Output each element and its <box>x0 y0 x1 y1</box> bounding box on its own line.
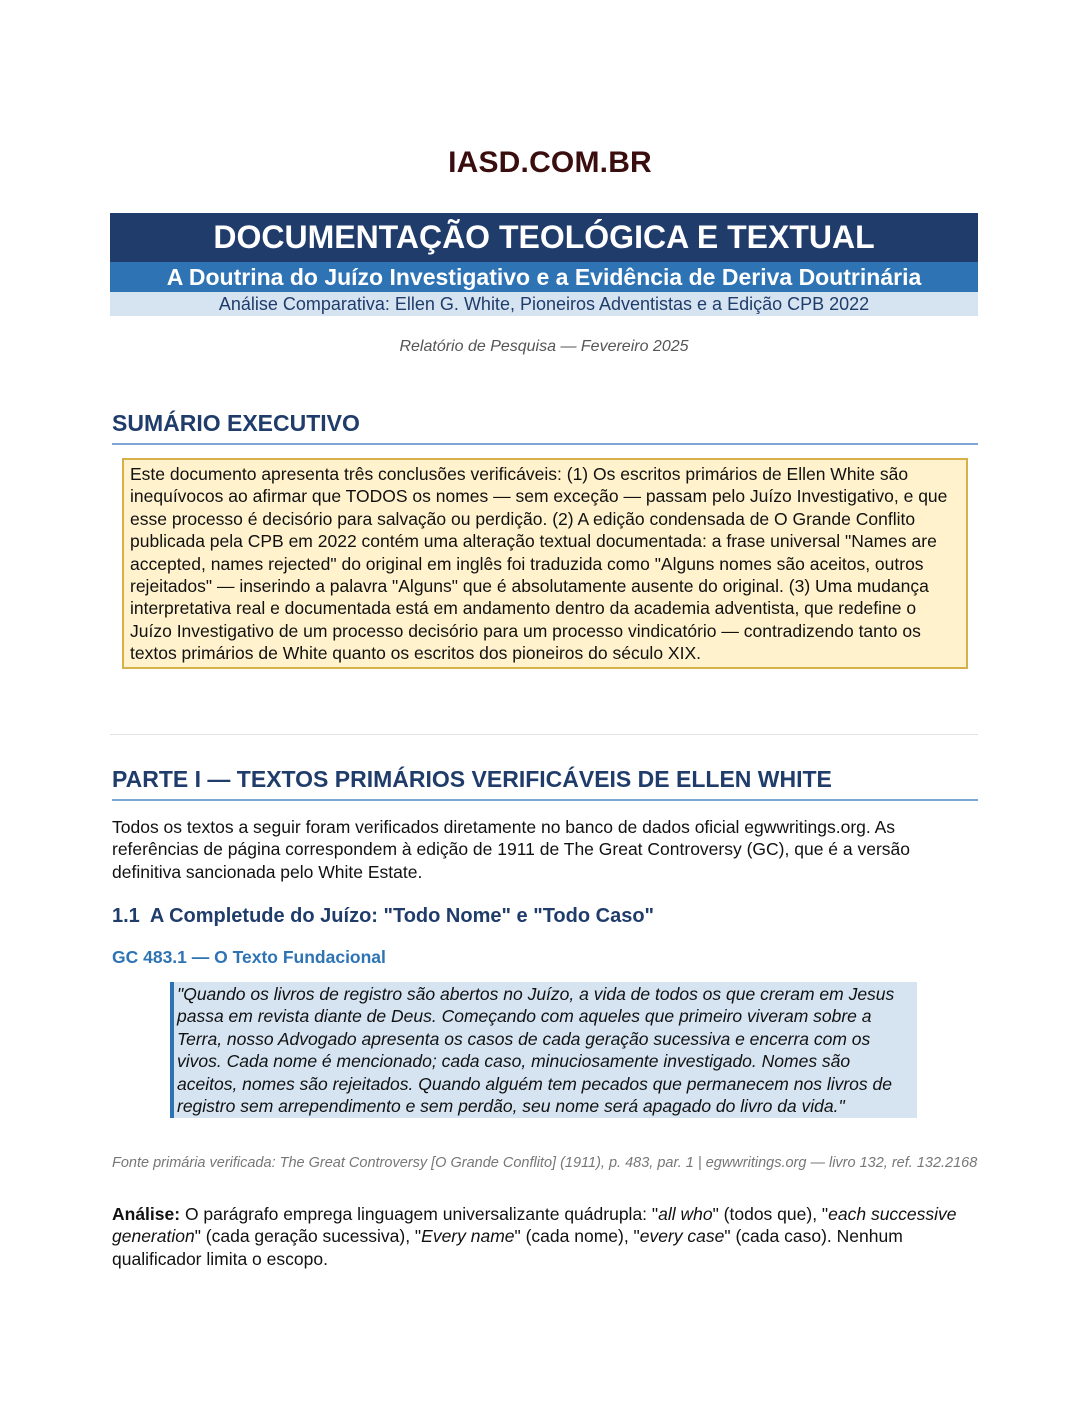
part1-heading: PARTE I — TEXTOS PRIMÁRIOS VERIFICÁVEIS DE ELLEN WHITE <box>112 766 978 801</box>
quote-text: "Quando os livros de registro são abertos no Juízo, a vida de todos os que creram em Jesus passa em revista diante de Deus. Começando com aqueles que primeiro viveram sobre a Terra, nosso Advogado apresenta os casos de cada geração sucessiva e encerra com os vivos. Cada nome é mencionado; cada caso, minuciosamente investigado. Nomes são aceitos, nomes são rejeitados. Quando alguém tem pecados que permanecem nos livros de registro sem arrependimento e sem perdão, seu nome será apagado do livro da vida." <box>177 984 895 1117</box>
analysis-text-3: " (cada geração sucessiva), " <box>194 1226 422 1247</box>
analysis-term-4: every case <box>639 1226 725 1247</box>
site-title: IASD.COM.BR <box>448 146 652 179</box>
document-subtitle: A Doutrina do Juízo Investigativo e a Evidência de Deriva Doutrinária <box>110 262 978 292</box>
source-citation: Fonte primária verificada: The Great Controversy [O Grande Conflito] (1911), p. 483, par. 1 | egwwritings.org — livro 132, ref. 132.2168 <box>112 1155 978 1171</box>
analysis-text-4: " (cada nome), " <box>514 1226 640 1247</box>
section-heading <box>112 905 654 928</box>
analysis-label: Análise: <box>112 1204 181 1224</box>
summary-text: Este documento apresenta três conclusões verificáveis: (1) Os escritos primários de Ellen White são inequívocos ao afirmar que TODOS os nomes — sem exceção — passam pelo Juízo Investigativo, e que esse processo é decisório para salvação ou perdição. (2) A edição condensada de O Grande Conflito publicada pela CPB em 2022 contém uma alteração textual documentada: a frase universal "Names are accepted, names rejected" do original em inglês foi traduzida como "Alguns nomes são aceitos, outros rejeitados" — inserindo a palavra "Alguns" que é absolutamente ausente do original. (3) Uma mudança interpretativa real e documentada está em andamento dentro da academia adventista, que redefine o Juízo Investigativo de um processo decisório para um processo vindicatório — contradizendo tanto os textos primários de White quanto os escritos dos pioneiros do século XIX. <box>130 464 948 664</box>
analysis-term-3: Every name <box>421 1226 515 1247</box>
part1-intro: Todos os textos a seguir foram verificados diretamente no banco de dados oficial egwwritings.org. As referências de página correspondem à edição de 1911 de The Great Controversy (GC), que é a versão definitiva sancionada pelo White Estate. <box>112 817 911 882</box>
section-title: A Completude do Juízo: "Todo Nome" e "Todo Caso" <box>149 905 655 927</box>
analysis-paragraph <box>112 1203 978 1270</box>
report-date: Relatório de Pesquisa — Fevereiro 2025 <box>399 338 689 355</box>
document-title: DOCUMENTAÇÃO TEOLÓGICA E TEXTUAL <box>110 213 978 262</box>
analysis-text-2: " (todos que), " <box>712 1204 829 1224</box>
analysis-term-1: all who <box>658 1204 713 1224</box>
summary-box <box>122 458 968 669</box>
section-number: 1.1 <box>112 905 140 927</box>
reference-heading: GC 483.1 — O Texto Fundacional <box>112 947 386 967</box>
analysis-text-1: O parágrafo emprega linguagem universalizante quádrupla: " <box>180 1204 659 1224</box>
analysis-text-5: " (cada caso). Nenhum qualificador limita o escopo. <box>112 1226 903 1269</box>
analysis-term-2: each successive generation <box>112 1204 957 1247</box>
blockquote <box>170 982 917 1118</box>
summary-heading: SUMÁRIO EXECUTIVO <box>112 410 978 445</box>
section-divider <box>110 734 978 735</box>
document-tagline: Análise Comparativa: Ellen G. White, Pioneiros Adventistas e a Edição CPB 2022 <box>110 292 978 316</box>
